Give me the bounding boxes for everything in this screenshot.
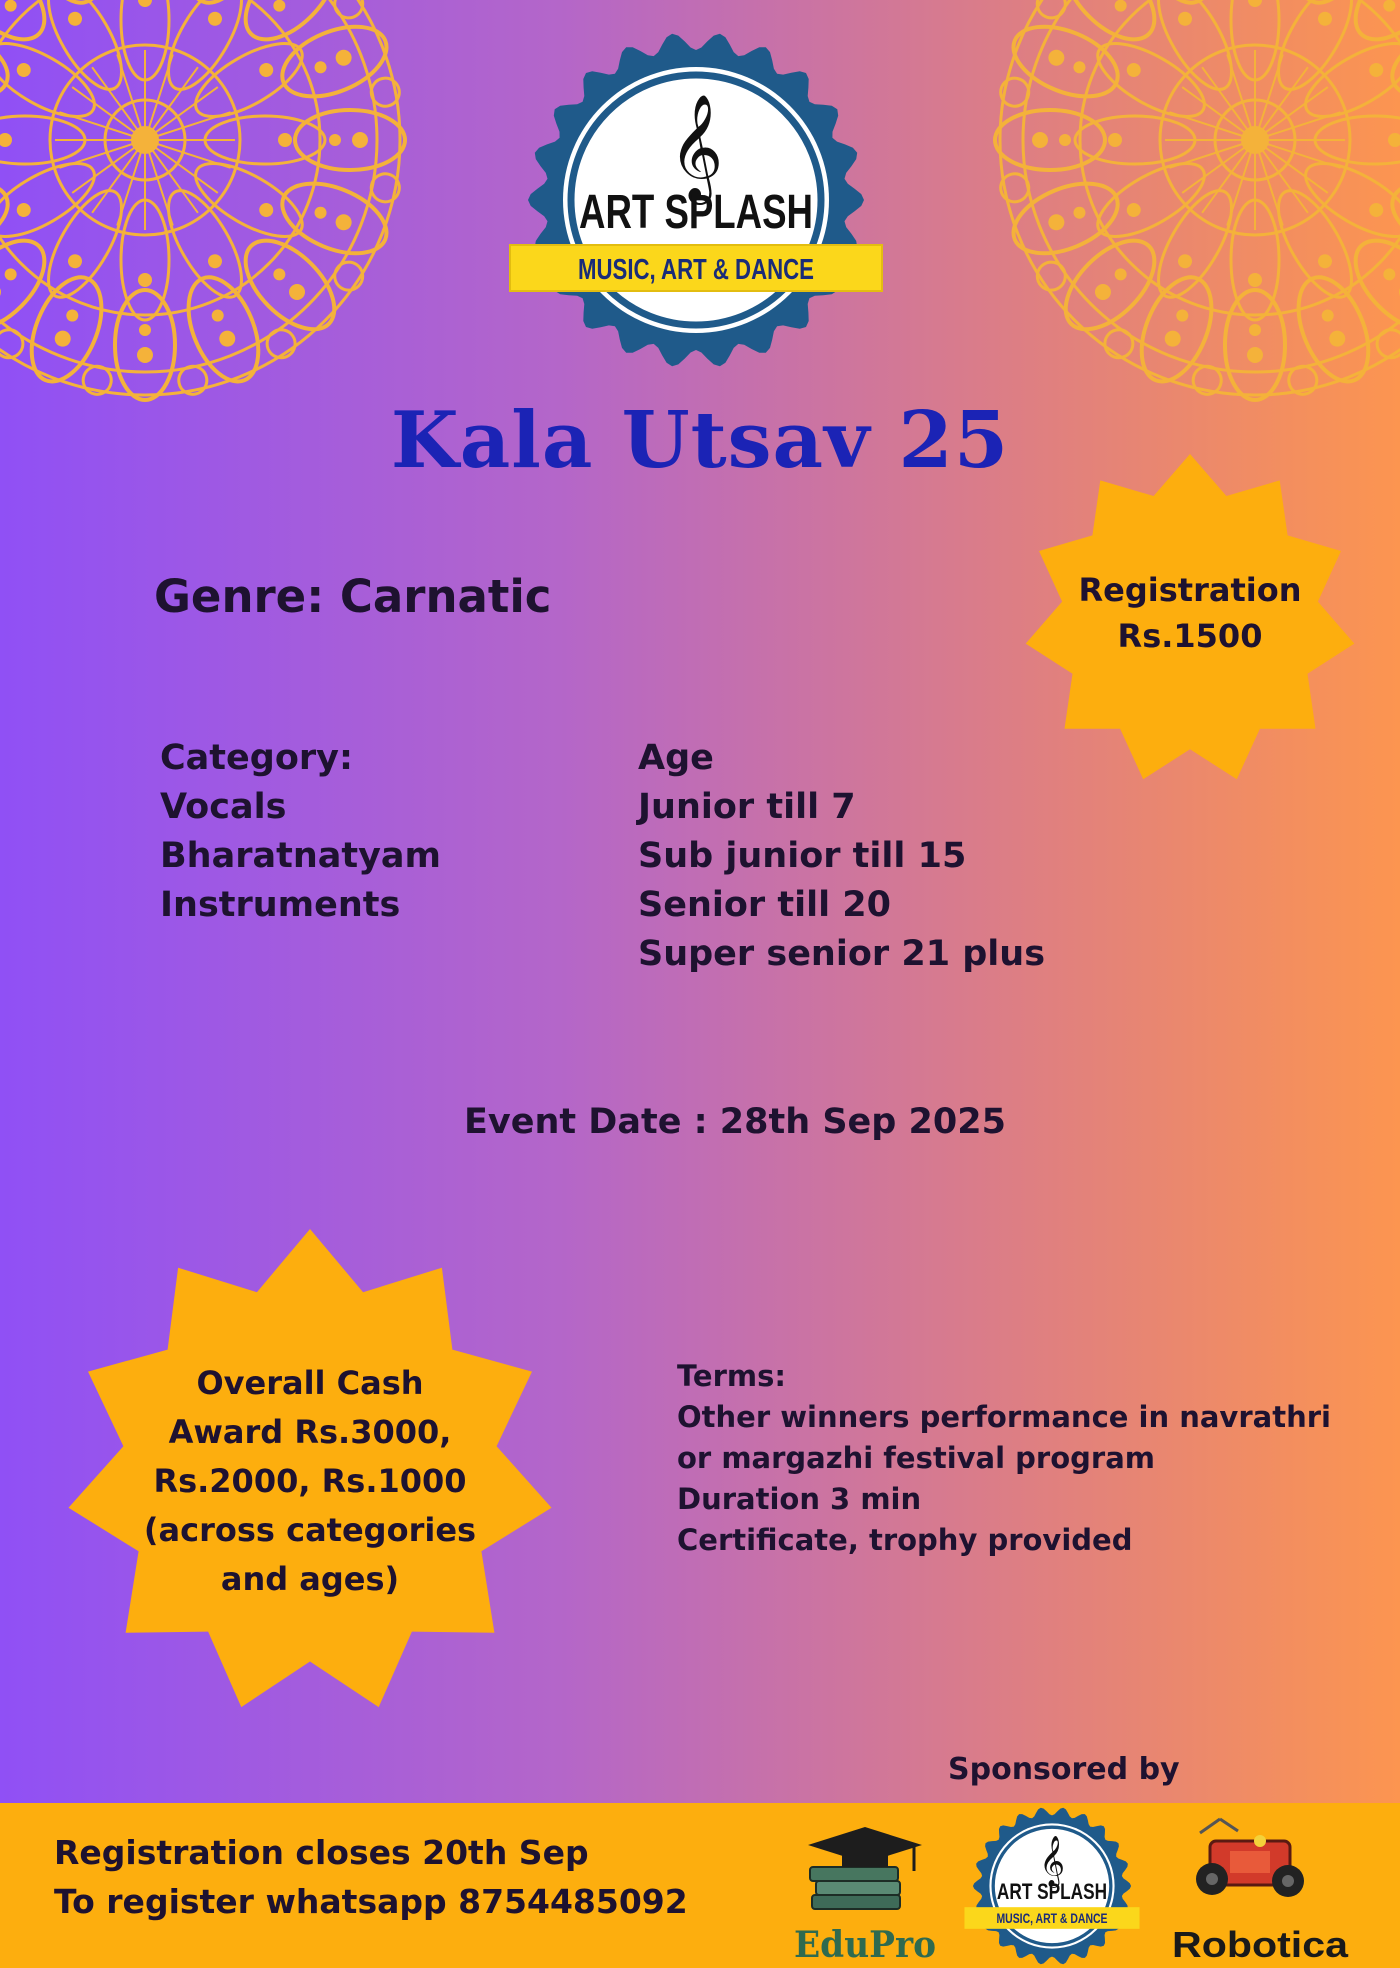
mandala-ornament xyxy=(1241,126,1269,154)
mandala-ornament xyxy=(1315,9,1334,28)
registration-badge xyxy=(1040,567,1340,659)
mandala-ornament xyxy=(0,324,28,363)
mandala-ornament xyxy=(1162,328,1183,349)
mandala-ornament xyxy=(1247,347,1263,363)
mandala-ornament xyxy=(278,133,292,147)
mandala-ornament xyxy=(1112,266,1129,283)
mandala-ornament xyxy=(175,267,273,392)
footer-bar xyxy=(0,1803,1400,1968)
mandala-ornament xyxy=(1174,308,1190,324)
mandala-ornament xyxy=(1175,252,1194,271)
terms-list xyxy=(677,1356,1331,1561)
logo-tagline: MUSIC, ART & DANCE xyxy=(578,254,814,286)
mandala-ornament xyxy=(329,134,341,146)
mandala-ornament xyxy=(1315,252,1334,271)
mandala-ornament xyxy=(272,13,397,111)
mandala-ornament xyxy=(1108,133,1122,147)
graduation-cap-icon xyxy=(808,1827,922,1871)
treble-clef-icon: 𝄞 xyxy=(1039,1836,1065,1887)
category-heading: Category: xyxy=(160,738,353,778)
mandala-ornament xyxy=(257,200,276,219)
mandala-ornament xyxy=(1032,132,1048,148)
mandala-ornament xyxy=(1099,324,1138,363)
mandala-ornament xyxy=(0,170,18,268)
mandala-ornament xyxy=(272,170,397,268)
award-line: Rs.2000, Rs.1000 xyxy=(153,1462,467,1500)
terms-heading: Terms: xyxy=(677,1359,786,1393)
terms-item: Certificate, trophy provided xyxy=(677,1523,1133,1557)
mandala-ornament xyxy=(137,347,153,363)
mandala-ornament xyxy=(230,0,350,55)
mandala-ornament xyxy=(333,212,354,233)
mandala-ornament xyxy=(271,266,288,283)
mandala-ornament xyxy=(1248,0,1262,7)
registration-fee: Rs.1500 xyxy=(1117,617,1263,655)
sponsor-logo-tagline: MUSIC, ART & DANCE xyxy=(996,1911,1108,1927)
mandala-ornament xyxy=(0,13,18,111)
mandala-ornament xyxy=(2,0,19,14)
edupro-logo xyxy=(790,1815,940,1965)
award-badge xyxy=(110,1359,510,1604)
age-item: Sub junior till 15 xyxy=(638,836,967,876)
mandala-right xyxy=(990,0,1400,405)
mandala-ornament xyxy=(139,324,151,336)
mandala-ornament xyxy=(286,281,309,304)
mandala-ornament xyxy=(138,0,152,7)
mandala-ornament xyxy=(1003,170,1128,268)
mandala-ornament xyxy=(138,273,152,287)
mandala-ornament xyxy=(1372,324,1400,363)
terms-item: Duration 3 min xyxy=(677,1482,922,1516)
mandala-left xyxy=(0,0,410,405)
sponsored-by-label: Sponsored by xyxy=(948,1752,1180,1787)
mandala-ornament xyxy=(217,328,238,349)
category-item: Vocals xyxy=(160,787,287,827)
mandala-ornament xyxy=(1046,212,1067,233)
mandala-ornament xyxy=(1249,324,1261,336)
mandala-ornament xyxy=(205,9,224,28)
mandala-ornament xyxy=(1003,13,1128,111)
mandala-ornament xyxy=(257,60,276,79)
mandala-ornament xyxy=(1388,133,1400,147)
mandala-ornament xyxy=(1381,266,1398,283)
edupro-name: EduPro xyxy=(794,1924,936,1965)
mandala-ornament xyxy=(1382,170,1400,268)
books-icon xyxy=(810,1867,900,1909)
mandala-ornament xyxy=(14,60,33,79)
mandala-ornament xyxy=(0,133,12,147)
age-item: Super senior 21 plus xyxy=(638,934,1046,974)
mandala-ornament xyxy=(1382,13,1400,111)
robotica-logo xyxy=(1160,1811,1360,1968)
robot-car-icon xyxy=(1196,1819,1304,1897)
mandala-ornament xyxy=(995,110,1105,170)
age-heading: Age xyxy=(638,738,714,778)
mandala-ornament xyxy=(333,47,354,68)
mandala-ornament xyxy=(1225,290,1285,400)
genre-label: Genre: Carnatic xyxy=(154,570,552,623)
mandala-ornament xyxy=(14,200,33,219)
mandala-ornament xyxy=(1396,281,1400,304)
mandala-ornament xyxy=(262,324,301,363)
mandala-ornament xyxy=(1032,257,1071,296)
art-splash-logo xyxy=(508,30,884,370)
mandala-ornament xyxy=(1032,0,1071,23)
mandala-ornament xyxy=(1367,60,1386,79)
mandala-ornament xyxy=(1092,281,1115,304)
mandala-ornament xyxy=(329,257,368,296)
terms-item: or margazhi festival program xyxy=(677,1441,1155,1475)
mandala-ornament xyxy=(1128,267,1226,392)
sponsor-logo-name: ART SPLASH xyxy=(996,1879,1108,1905)
mandala-ornament xyxy=(65,252,84,271)
mandala-ornament xyxy=(230,225,350,345)
mandala-ornament xyxy=(2,266,19,283)
mandala-ornament xyxy=(0,281,4,304)
mandala-ornament xyxy=(210,308,226,324)
mandala-ornament xyxy=(271,0,288,14)
terms-item: Other winners performance in navrathri xyxy=(677,1400,1331,1434)
mandala-ornament xyxy=(1320,308,1336,324)
mandala-ornament xyxy=(1050,0,1170,55)
whatsapp-contact: To register whatsapp 8754485092 xyxy=(54,1882,688,1921)
mandala-ornament xyxy=(1072,205,1088,221)
mandala-ornament xyxy=(295,110,405,170)
mandala-ornament xyxy=(1112,0,1129,14)
mandala-ornament xyxy=(329,0,368,23)
mandala-ornament xyxy=(1124,200,1143,219)
mandala-ornament xyxy=(1124,60,1143,79)
treble-clef-icon: 𝄞 xyxy=(668,93,724,200)
mandala-ornament xyxy=(18,267,116,392)
award-line: and ages) xyxy=(220,1560,400,1598)
mandala-ornament xyxy=(1248,273,1262,287)
mandala-ornament xyxy=(313,59,329,75)
mandala-ornament xyxy=(65,9,84,28)
category-item: Instruments xyxy=(160,885,401,925)
mandala-ornament xyxy=(1327,328,1348,349)
mandala-ornament xyxy=(1367,200,1386,219)
mandala-ornament xyxy=(1059,134,1071,146)
art-splash-sponsor-logo xyxy=(963,1806,1141,1966)
mandala-ornament xyxy=(1072,59,1088,75)
mandala-ornament xyxy=(64,308,80,324)
mandala-ornament xyxy=(1285,267,1383,392)
logo-name: ART SPLASH xyxy=(579,186,813,239)
mandala-ornament xyxy=(352,132,368,148)
mandala-ornament xyxy=(1381,0,1398,14)
mandala-ornament xyxy=(52,328,73,349)
award-line: Overall Cash xyxy=(196,1364,424,1402)
category-item: Bharatnatyam xyxy=(160,836,441,876)
event-date: Event Date : 28th Sep 2025 xyxy=(464,1102,1006,1142)
registration-label: Registration xyxy=(1078,571,1302,609)
mandala-ornament xyxy=(205,252,224,271)
category-list xyxy=(160,734,441,930)
age-item: Junior till 7 xyxy=(638,787,856,827)
age-list xyxy=(638,734,1045,979)
age-item: Senior till 20 xyxy=(638,885,891,925)
mandala-ornament xyxy=(115,290,175,400)
mandala-ornament xyxy=(313,205,329,221)
robotica-name: Robotica xyxy=(1172,1924,1350,1965)
registration-deadline: Registration closes 20th Sep xyxy=(54,1833,589,1872)
mandala-ornament xyxy=(1050,225,1170,345)
mandala-ornament xyxy=(1046,47,1067,68)
mandala-ornament xyxy=(1175,9,1194,28)
award-line: (across categories xyxy=(143,1511,477,1549)
award-line: Award Rs.3000, xyxy=(168,1413,452,1451)
page-title: Kala Utsav 25 xyxy=(390,395,1010,486)
mandala-ornament xyxy=(131,126,159,154)
